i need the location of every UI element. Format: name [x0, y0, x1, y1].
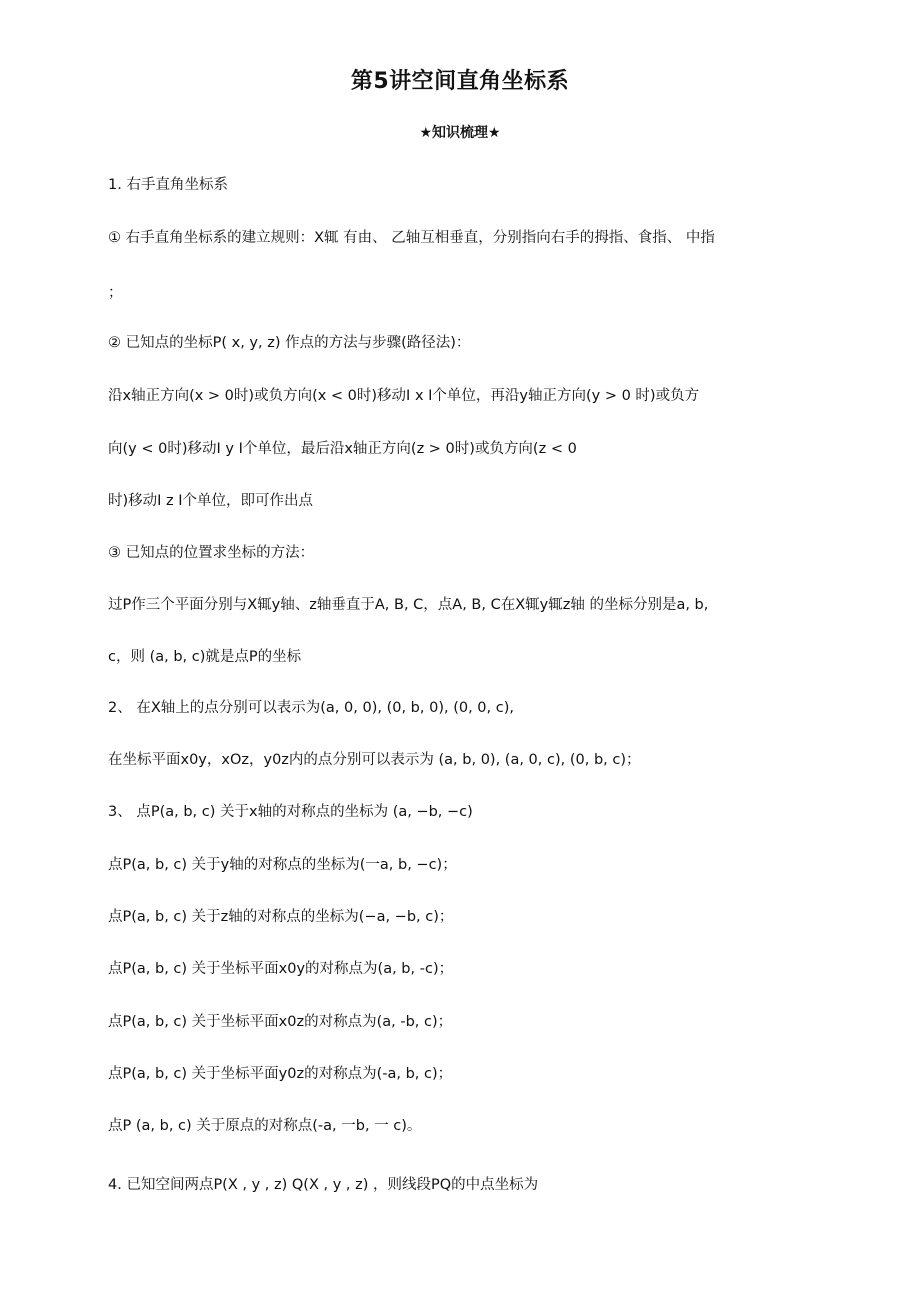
text-line: 过P作三个平面分别与X辄y轴、z轴垂直于A, B, C，点A, B, C在X辄y辄z轴 的坐标分别是a, b,: [108, 597, 709, 613]
text-line: 时)移动I z I个单位，即可作出点: [108, 493, 314, 509]
text-line: 点P(a, b, c) 关于坐标平面y0z的对称点为(-a, b, c)；: [108, 1066, 453, 1082]
section-heading: ★知识梳理★: [419, 125, 501, 141]
text-line: 3、 点P(a, b, c) 关于x轴的对称点的坐标为 (a, −b, −c): [108, 804, 473, 820]
text-line: c，则 (a, b, c)就是点P的坐标: [108, 649, 302, 665]
text-line: ；: [108, 285, 123, 301]
text-line: ② 已知点的坐标P( x, y, z) 作点的方法与步骤(路径法)：: [108, 335, 471, 351]
text-line: ③ 已知点的位置求坐标的方法：: [108, 545, 315, 561]
text-line: 点P (a, b, c) 关于原点的对称点(-a, 一b, 一 c)。: [108, 1118, 422, 1134]
text-line: 点P(a, b, c) 关于y轴的对称点的坐标为(一a, b, −c)；: [108, 857, 457, 873]
text-line: 4. 已知空间两点P(X , y , z) Q(X , y , z) ，则线段PQ的中点坐标为: [108, 1177, 539, 1193]
text-line: 点P(a, b, c) 关于坐标平面x0y的对称点为(a, b, -c)；: [108, 961, 454, 977]
text-line: 1. 右手直角坐标系: [108, 177, 228, 193]
text-line: 向(y < 0时)移动I y I个单位，最后沿x轴正方向(z > 0时)或负方向(z < 0: [108, 441, 577, 457]
page-title: 第5讲空间直角坐标系: [350, 69, 570, 94]
text-line: 在坐标平面x0y，xOz，y0z内的点分别可以表示为 (a, b, 0), (a, 0, c), (0, b, c)；: [108, 752, 641, 768]
text-line: ① 右手直角坐标系的建立规则：X辄 有由、 乙轴互相垂直，分别指向右手的拇指、食指、 中指: [108, 230, 715, 246]
text-line: 沿x轴正方向(x > 0时)或负方向(x < 0时)移动I x I个单位，再沿y轴正方向(y > 0 时)或负方: [108, 388, 700, 404]
text-line: 点P(a, b, c) 关于z轴的对称点的坐标为(−a, −b, c)；: [108, 909, 454, 925]
text-line: 点P(a, b, c) 关于坐标平面x0z的对称点为(a, -b, c)；: [108, 1014, 453, 1030]
text-line: 2、 在X轴上的点分别可以表示为(a, 0, 0), (0, b, 0), (0, 0, c),: [108, 700, 514, 716]
